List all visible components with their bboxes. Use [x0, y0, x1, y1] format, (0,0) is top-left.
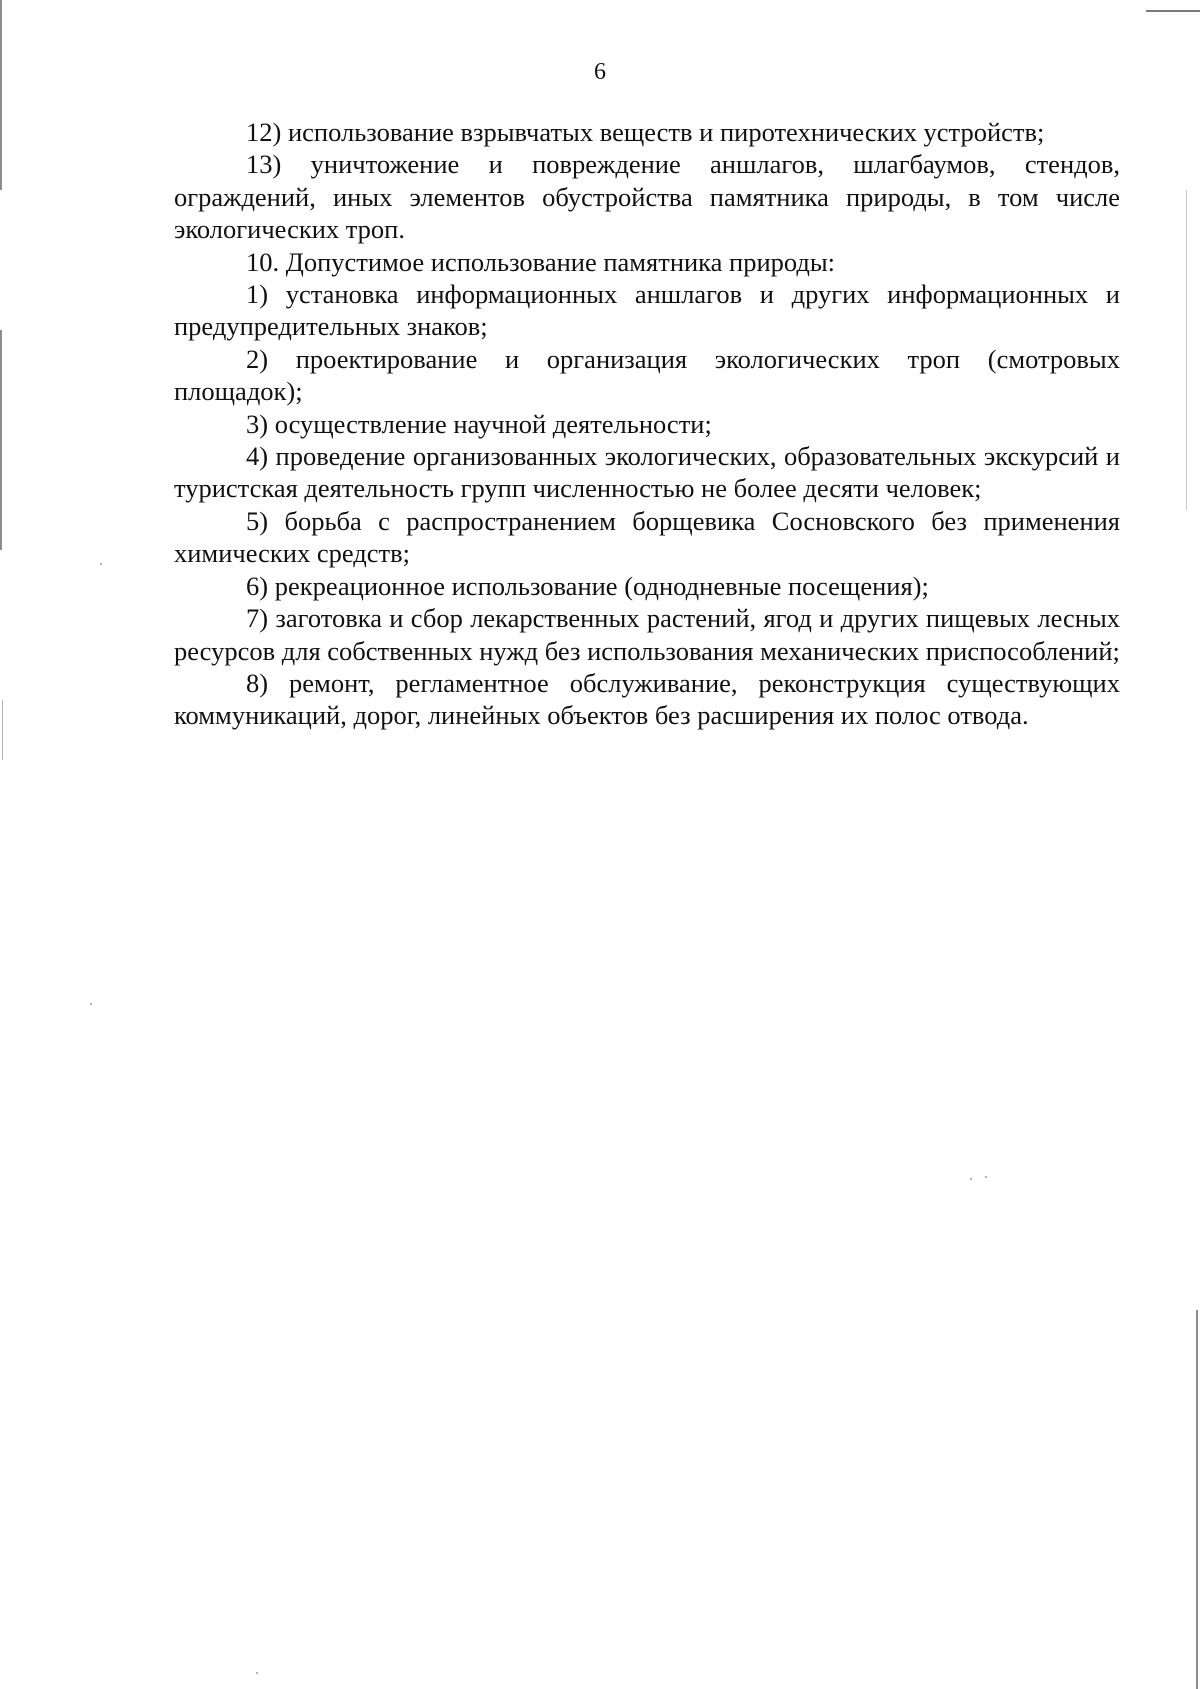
document-body [174, 116, 1120, 732]
section-heading-10: 10. Допустимое использование памятника природы: [246, 246, 836, 277]
scan-edge-left-top [0, 0, 2, 190]
page-number: 6 [594, 59, 606, 85]
list-item-5: 5) борьба с распространением борщевика Сосновского без применения химических средств; [174, 505, 1120, 569]
list-item-13: 13) уничтожение и повреждение аншлагов, шлагбаумов, стендов, ограждений, иных элементов обустройства памятника природы, в том числе экологических троп. [174, 149, 1120, 245]
scan-speck [970, 1178, 972, 1180]
list-item-4: 4) проведение организованных экологических, образовательных экскурсий и туристская деятельность групп численностью не более десяти человек; [174, 441, 1120, 504]
scan-edge-right-upper [1186, 190, 1187, 510]
scan-speck [256, 1672, 258, 1674]
list-item-3: 3) осуществление научной деятельности; [246, 408, 712, 439]
scan-edge-left-middle [0, 330, 2, 550]
list-item-2: 2) проектирование и организация экологических троп (смотровых площадок); [174, 343, 1120, 407]
scan-speck [90, 1003, 92, 1005]
list-item-8: 8) ремонт, регламентное обслуживание, реконструкция существующих коммуникаций, дорог, линейных объектов без расширения их полос отвода. [174, 667, 1120, 731]
scan-edge-left-lower [2, 700, 3, 760]
scan-edge-right-bottom [1196, 1310, 1198, 1689]
scan-corner-top-right [1146, 10, 1200, 12]
list-item-7: 7) заготовка и сбор лекарственных растений, ягод и других пищевых лесных ресурсов для собственных нужд без использования механических приспособлений; [174, 603, 1120, 666]
list-item-12: 12) использование взрывчатых веществ и пиротехнических устройств; [246, 117, 1045, 147]
list-item-6: 6) рекреационное использование (однодневные посещения); [246, 570, 929, 601]
scan-speck [985, 1176, 987, 1178]
list-item-1: 1) установка информационных аншлагов и других информационных и предупредительных знаков; [174, 279, 1120, 342]
scan-speck [100, 563, 102, 565]
